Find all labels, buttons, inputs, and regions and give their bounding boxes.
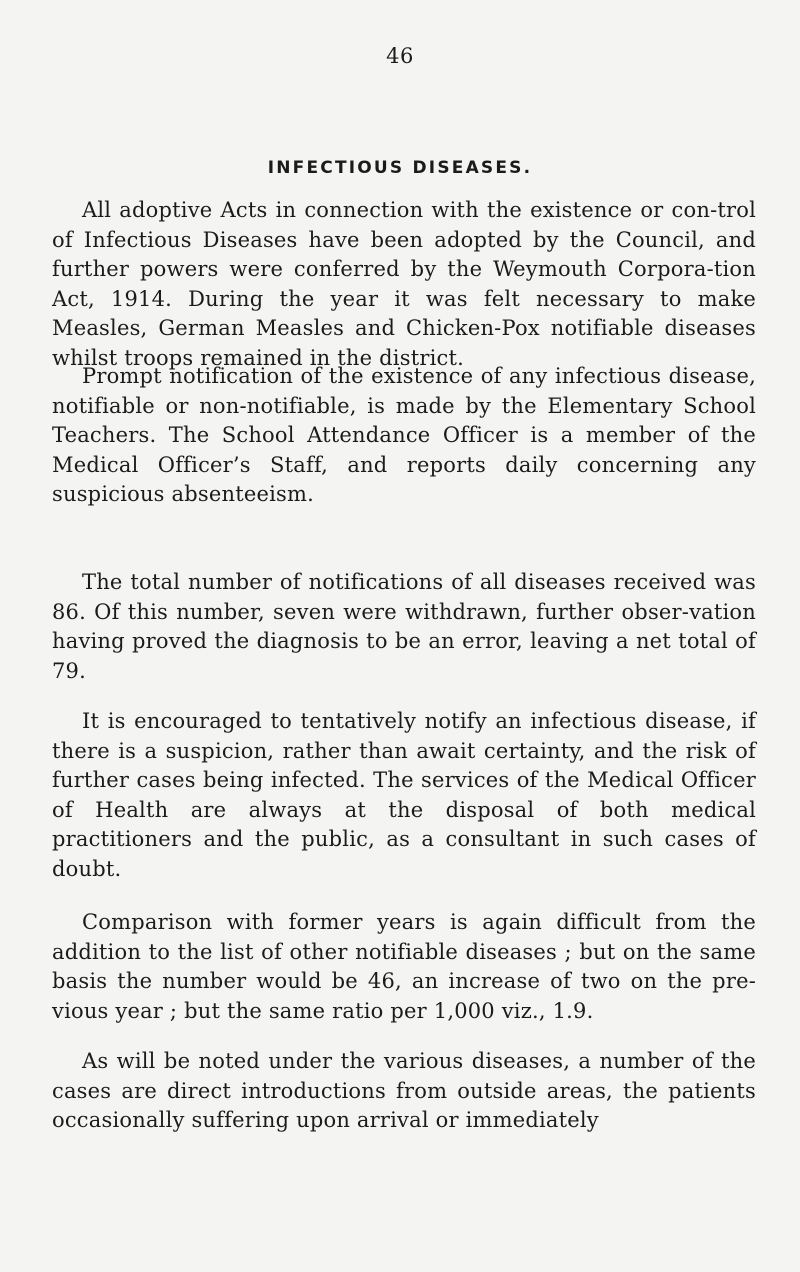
paragraph-comparison: Comparison with former years is again difficult from the addition to the list of other notifiable diseases ; but on the same basis the number would be 46, an increase of two on the pre-vious year ; but the same ratio per 1,000 viz., 1.9.: [52, 910, 756, 1023]
paragraph-adoptive-acts: All adoptive Acts in connection with the existence or con-trol of Infectious Diseases have been adopted by the Council, and further powers were conferred by the Weymouth Corpora-tion Act, 1914. During the year it was felt necessary to make Measles, German Measles and Chicken-Pox notifiable diseases whilst troops remained in the district.: [52, 198, 756, 370]
section-heading: INFECTIOUS DISEASES.: [267, 158, 533, 178]
paragraph-total-notifications: The total number of notifications of all diseases received was 86. Of this number, seven were withdrawn, further obser-vation having proved the diagnosis to be an error, leaving a net total of 79.: [52, 570, 756, 683]
paragraph-tentative-notification: It is encouraged to tentatively notify an infectious disease, if there is a suspicion, rather than await certainty, and the risk of further cases being infected. The services of the Medical Officer of Health are always at the disposal of both medical practitioners and the public, as a consultant in such cases of doubt.: [52, 709, 756, 881]
paragraph-introductions: As will be noted under the various diseases, a number of the cases are direct introductions from outside areas, the patients occasionally suffering upon arrival or immediately: [52, 1049, 756, 1133]
page-number: 46: [386, 44, 414, 68]
paragraph-prompt-notification: Prompt notification of the existence of any infectious disease, notifiable or non-notifiable, is made by the Elementary School Teachers. The School Attendance Officer is a member of the Medical Officer’s Staff, and reports daily concerning any suspicious absenteeism.: [52, 364, 756, 507]
